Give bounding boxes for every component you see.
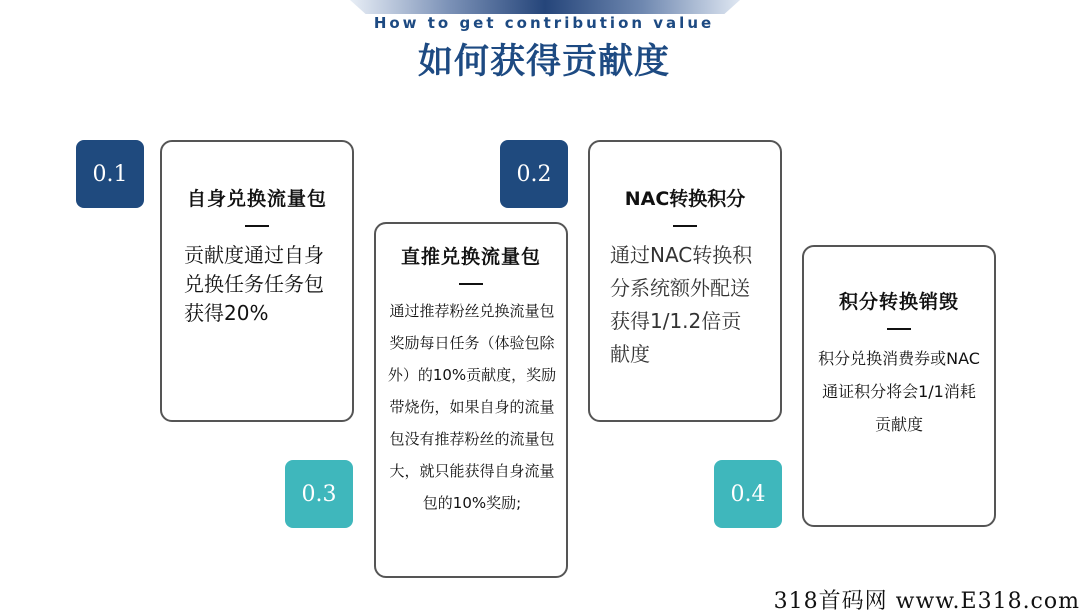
step-number-badge-1: 0.1 xyxy=(76,140,144,208)
page-subtitle: How to get contribution value xyxy=(373,14,715,32)
step-card-divider xyxy=(245,225,269,227)
step-card-text: 通过推荐粉丝兑换流量包奖励每日任务（体验包除外）的10%贡献度，奖励带烧伤，如果自身的流量包没有推荐粉丝的流量包大，就只能获得自身流量包的10%奖励; xyxy=(387,302,557,512)
step-card-title: 直推兑换流量包 xyxy=(400,246,541,268)
step-card-title: 积分转换销毁 xyxy=(838,291,959,313)
step-card-text: 通过NAC转换积分系统额外配送获得1/1.2倍贡献度 xyxy=(610,243,753,366)
step-number-badge-2: 0.2 xyxy=(500,140,568,208)
page-title: 如何获得贡献度 xyxy=(417,42,670,82)
step-card-text: 积分兑换消费券或NAC通证积分将会1/1消耗贡献度 xyxy=(818,349,980,434)
step-number-badge-3: 0.3 xyxy=(285,460,353,528)
top-banner-image xyxy=(350,0,740,14)
step-card-title: NAC转换积分 xyxy=(624,188,746,210)
step-card-2 xyxy=(588,140,782,422)
step-card-4 xyxy=(802,245,996,527)
step-card-divider xyxy=(459,283,483,285)
watermark-text: 318首码网 www.E318.com xyxy=(773,589,1080,614)
step-card-1 xyxy=(160,140,354,422)
step-card-title: 自身兑换流量包 xyxy=(186,188,327,210)
step-card-text: 贡献度通过自身兑换任务任务包获得20% xyxy=(184,243,324,325)
step-card-divider xyxy=(673,225,697,227)
step-number-badge-4: 0.4 xyxy=(714,460,782,528)
step-card-3 xyxy=(374,222,568,578)
step-card-divider xyxy=(887,328,911,330)
